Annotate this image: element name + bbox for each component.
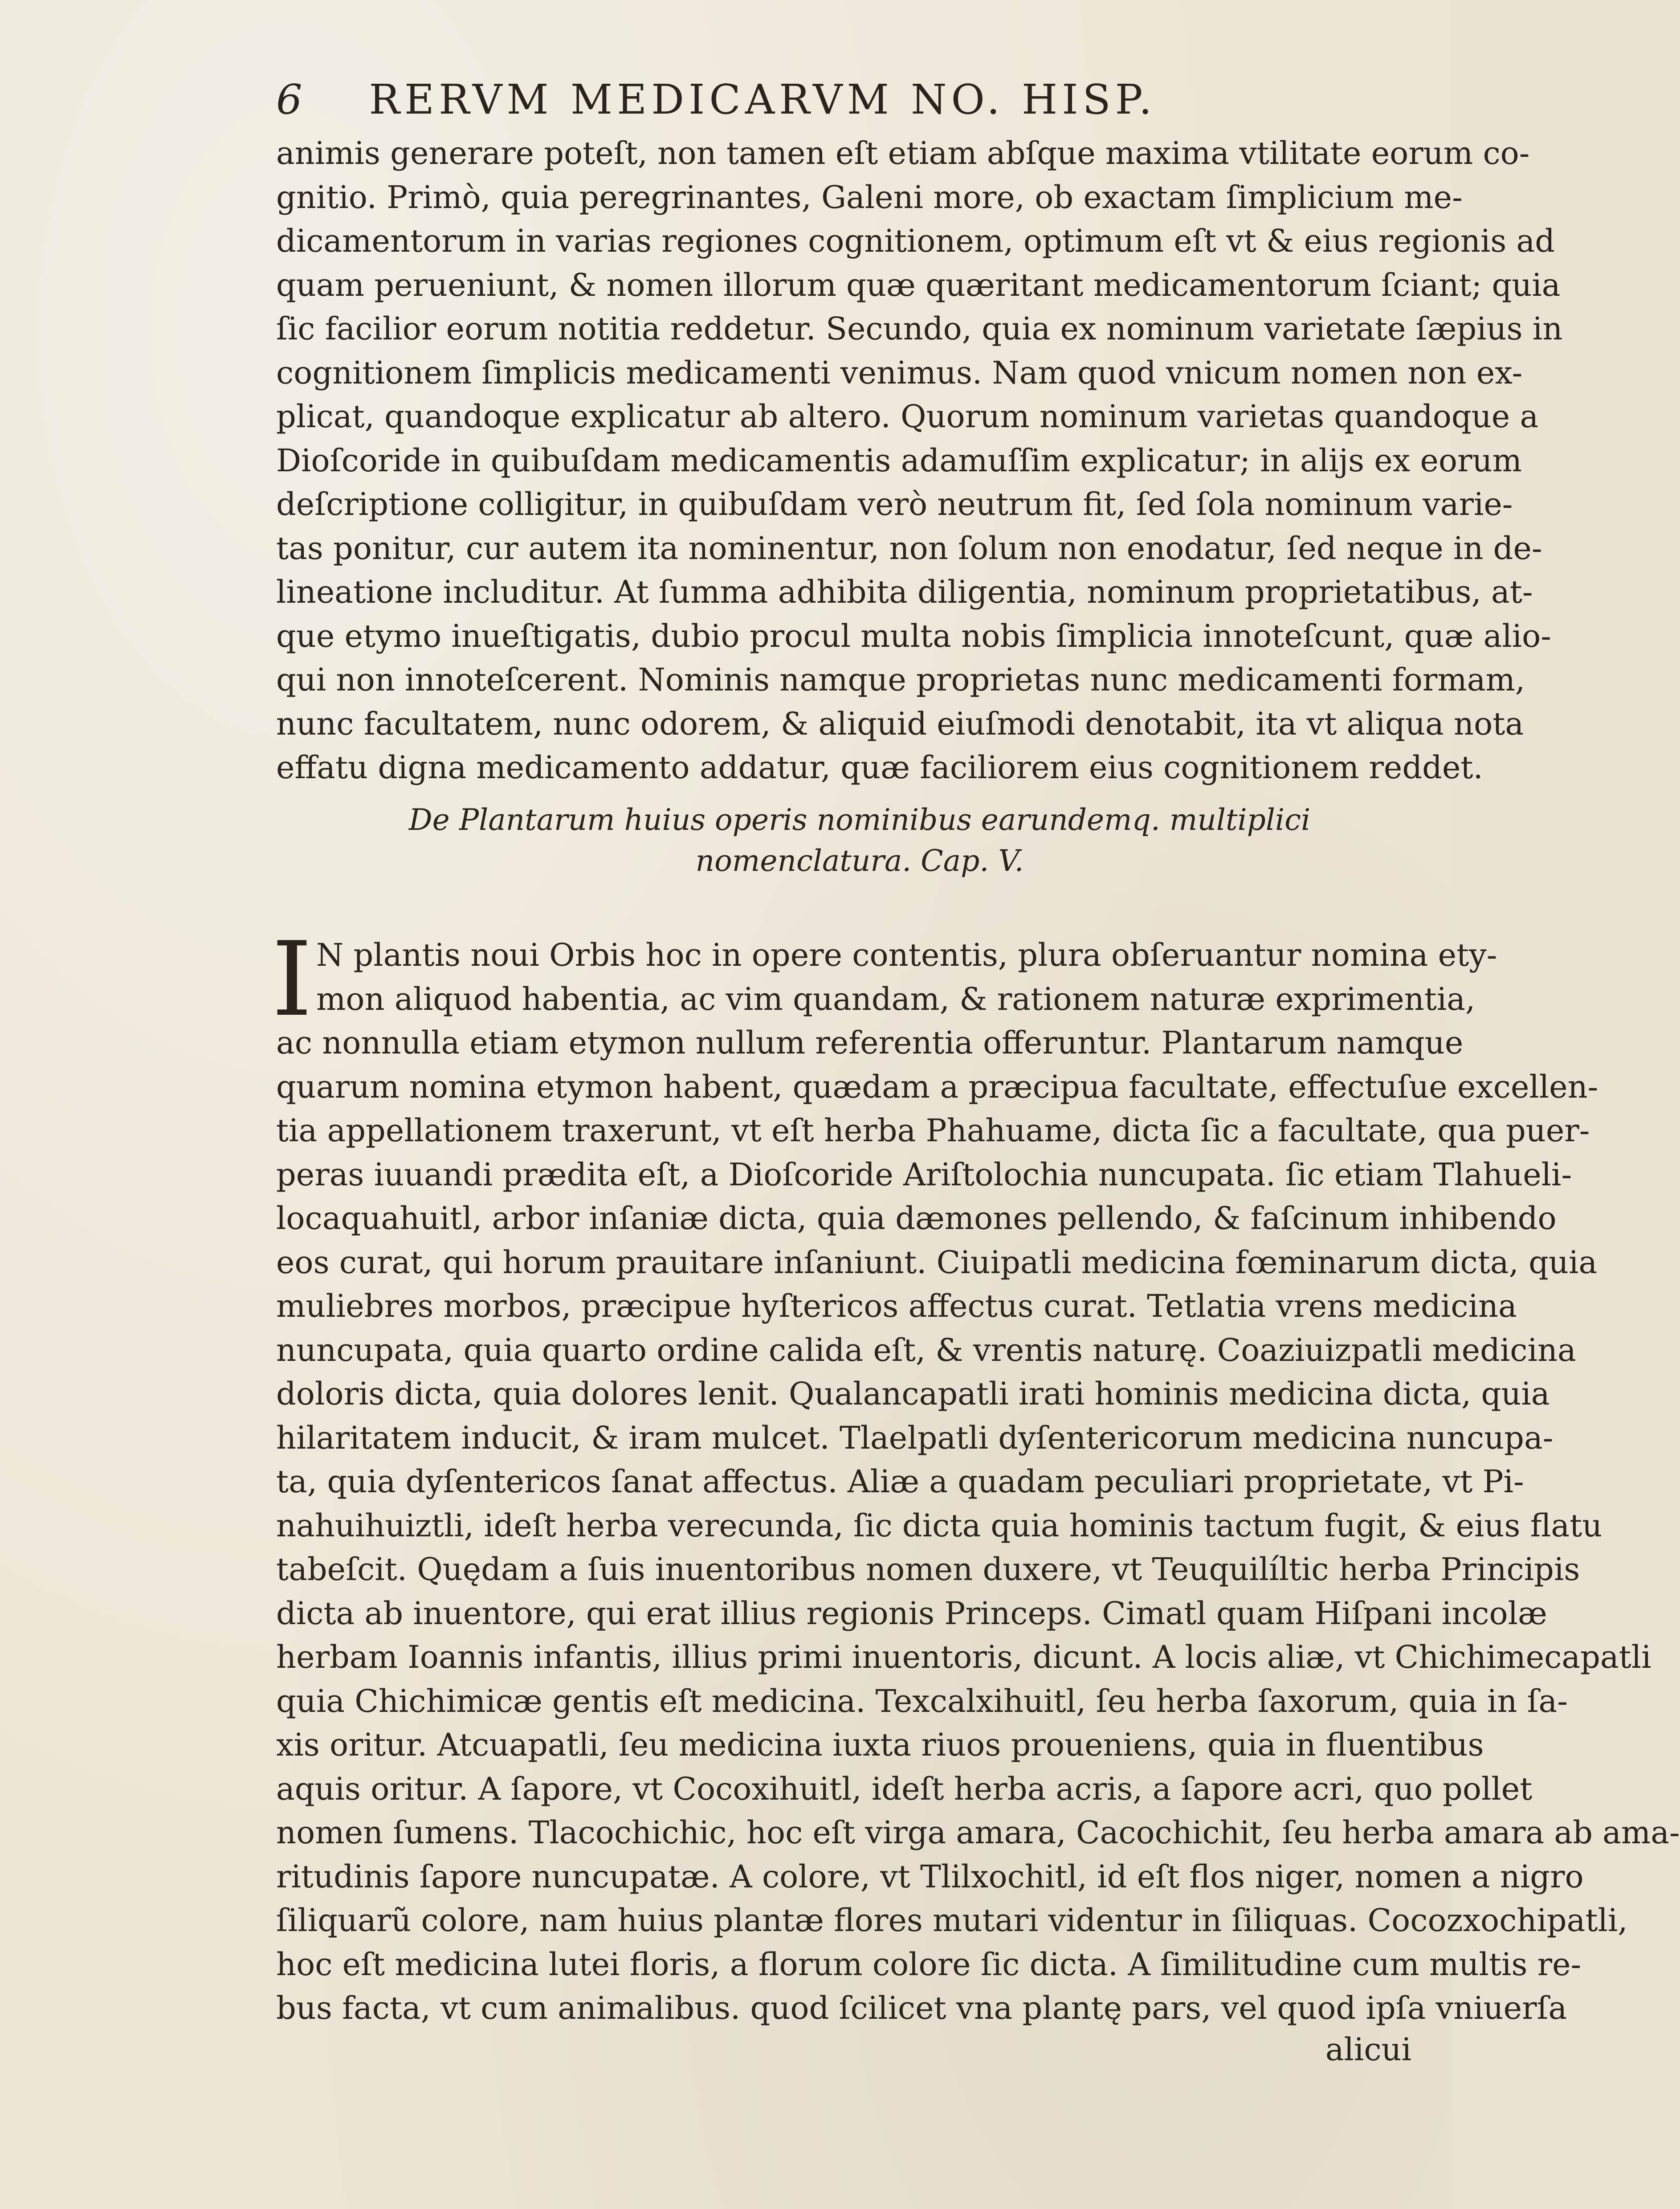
text-line: locaquahuitl, arbor inſaniæ dicta, quia dæmones pellendo, & faſcinum inhibendo [276,1200,1557,1237]
text-line: plicat, quandoque explicatur ab altero. Quorum nominum varietas quandoque a [276,398,1539,435]
text-line: quam perueniunt, & nomen illorum quæ quæritant medicamentorum ſciant; quia [276,266,1561,303]
text-line: hilaritatem inducit, & iram mulcet. Tlaelpatli dyſentericorum medicina nuncupa- [276,1419,1554,1456]
text-line: ritudinis ſapore nuncupatæ. A colore, vt Tlilxochitl, id eſt flos niger, nomen a nigro [276,1858,1584,1895]
text-line: cognitionem ſimplicis medicamenti venimus. Nam quod vnicum nomen non ex- [276,354,1523,391]
drop-capital: I [272,920,312,1039]
chapter-heading [276,800,1443,882]
chapter-heading-line: nomenclatura. Cap. V. [695,844,1024,878]
text-line: ſic facilior eorum notitia reddetur. Secundo, quia ex nominum varietate ſæpius in [276,310,1563,347]
text-line: nunc facultatem, nunc odorem, & aliquid eiuſmodi denotabit, ita vt aliqua nota [276,705,1524,742]
page-header [276,76,1301,134]
text-line: effatu digna medicamento addatur, quæ faciliorem eius cognitionem reddet. [276,749,1483,786]
text-line: dicta ab inuentore, qui erat illius regionis Princeps. Cimatl quam Hiſpani incolæ [276,1595,1547,1632]
paragraph-2 [276,933,1680,2030]
chapter-heading-line: De Plantarum huius operis nominibus earundemq. multiplici [408,803,1311,837]
text-line: lineatione includitur. At ſumma adhibita diligentia, nominum proprietatibus, at- [276,574,1533,610]
page-number: 6 [276,76,302,123]
text-line: ſiliquarũ colore, nam huius plantæ flores mutari videntur in ſiliquas. Cocozxochipatli, [276,1902,1628,1939]
text-line: muliebres morbos, præcipue hyſtericos affectus curat. Tetlatia vrens medicina [276,1288,1517,1324]
text-line: peras iuuandi prædita eſt, a Dioſcoride Ariſtolochia nuncupata. ſic etiam Tlahueli- [276,1156,1572,1193]
text-line: herbam Ioannis infantis, illius primi inuentoris, dicunt. A locis aliæ, vt Chichimecapatli [276,1639,1651,1675]
text-line: ac nonnulla etiam etymon nullum referentia offeruntur. Plantarum namque [276,1025,1464,1061]
text-line: tas ponitur, cur autem ita nominentur, non ſolum non enodatur, ſed neque in de- [276,530,1542,567]
text-line: qui non innoteſcerent. Nominis namque proprietas nunc medicamenti formam, [276,661,1525,698]
text-line: Dioſcoride in quibuſdam medicamentis adamuſſim explicatur; in alijs ex eorum [276,442,1522,479]
text-line: doloris dicta, quia dolores lenit. Qualancapatli irati hominis medicina dicta, quia [276,1376,1550,1412]
text-line: xis oritur. Atcuapatli, ſeu medicina iuxta riuos proueniens, quia in fluentibus [276,1727,1484,1763]
running-head: RERVM MEDICARVM NO. HISP. [369,76,1157,123]
text-line: tabeſcit. Quędam a ſuis inuentoribus nomen duxere, vt Teuquilíltic herba Principis [276,1551,1580,1588]
text-line: quarum nomina etymon habent, quædam a præcipua facultate, effectuſue excellen- [276,1068,1598,1105]
text-line: nahuihuiztli, ideſt herba verecunda, ſic dicta quia hominis tactum fugit, & eius flatu [276,1507,1603,1544]
text-line: bus facta, vt cum animalibus. quod ſcilicet vna plantę pars, vel quod ipſa vniuerſa [276,1990,1567,2026]
text-line: nomen ſumens. Tlacochichic, hoc eſt virga amara, Cacochichit, ſeu herba amara ab ama- [276,1814,1680,1851]
text-line: aquis oritur. A ſapore, vt Cocoxihuitl, ideſt herba acris, a ſapore acri, quo pollet [276,1770,1533,1807]
text-line: que etymo inueſtigatis, dubio procul multa nobis ſimplicia innoteſcunt, quæ alio- [276,617,1551,654]
text-line: tia appellationem traxerunt, vt eſt herba Phahuame, dicta ſic a facultate, qua puer- [276,1112,1590,1149]
catchword: alicui [1325,2031,1411,2068]
text-line: hoc eſt medicina lutei floris, a florum colore ſic dicta. A ſimilitudine cum multis re- [276,1946,1582,1983]
text-line: mon aliquod habentia, ac vim quandam, & rationem naturæ exprimentia, [316,980,1476,1017]
text-line: N plantis noui Orbis hoc in opere contentis, plura obſeruantur nomina ety- [316,937,1497,973]
text-line: dicamentorum in varias regiones cognitionem, optimum eſt vt & eius regionis ad [276,223,1555,259]
text-line: eos curat, qui horum prauitare inſaniunt. Ciuipatli medicina fœminarum dicta, quia [276,1244,1598,1281]
text-line: ta, quia dyſentericos ſanat affectus. Aliæ a quadam peculiari proprietate, vt Pi- [276,1463,1524,1500]
text-line: nuncupata, quia quarto ordine calida eſt, & vrentis naturę. Coaziuizpatli medicina [276,1331,1576,1368]
text-line: quia Chichimicæ gentis eſt medicina. Texcalxihuitl, ſeu herba ſaxorum, quia in ſa- [276,1682,1568,1719]
text-line: deſcriptione colligitur, in quibuſdam verò neutrum fit, ſed ſola nominum varie- [276,486,1513,523]
paragraph-1 [276,131,1563,790]
text-line: animis generare poteſt, non tamen eſt etiam abſque maxima vtilitate eorum co- [276,135,1530,171]
text-line: gnitio. Primò, quia peregrinantes, Galeni more, ob exactam ſimplicium me- [276,179,1463,216]
